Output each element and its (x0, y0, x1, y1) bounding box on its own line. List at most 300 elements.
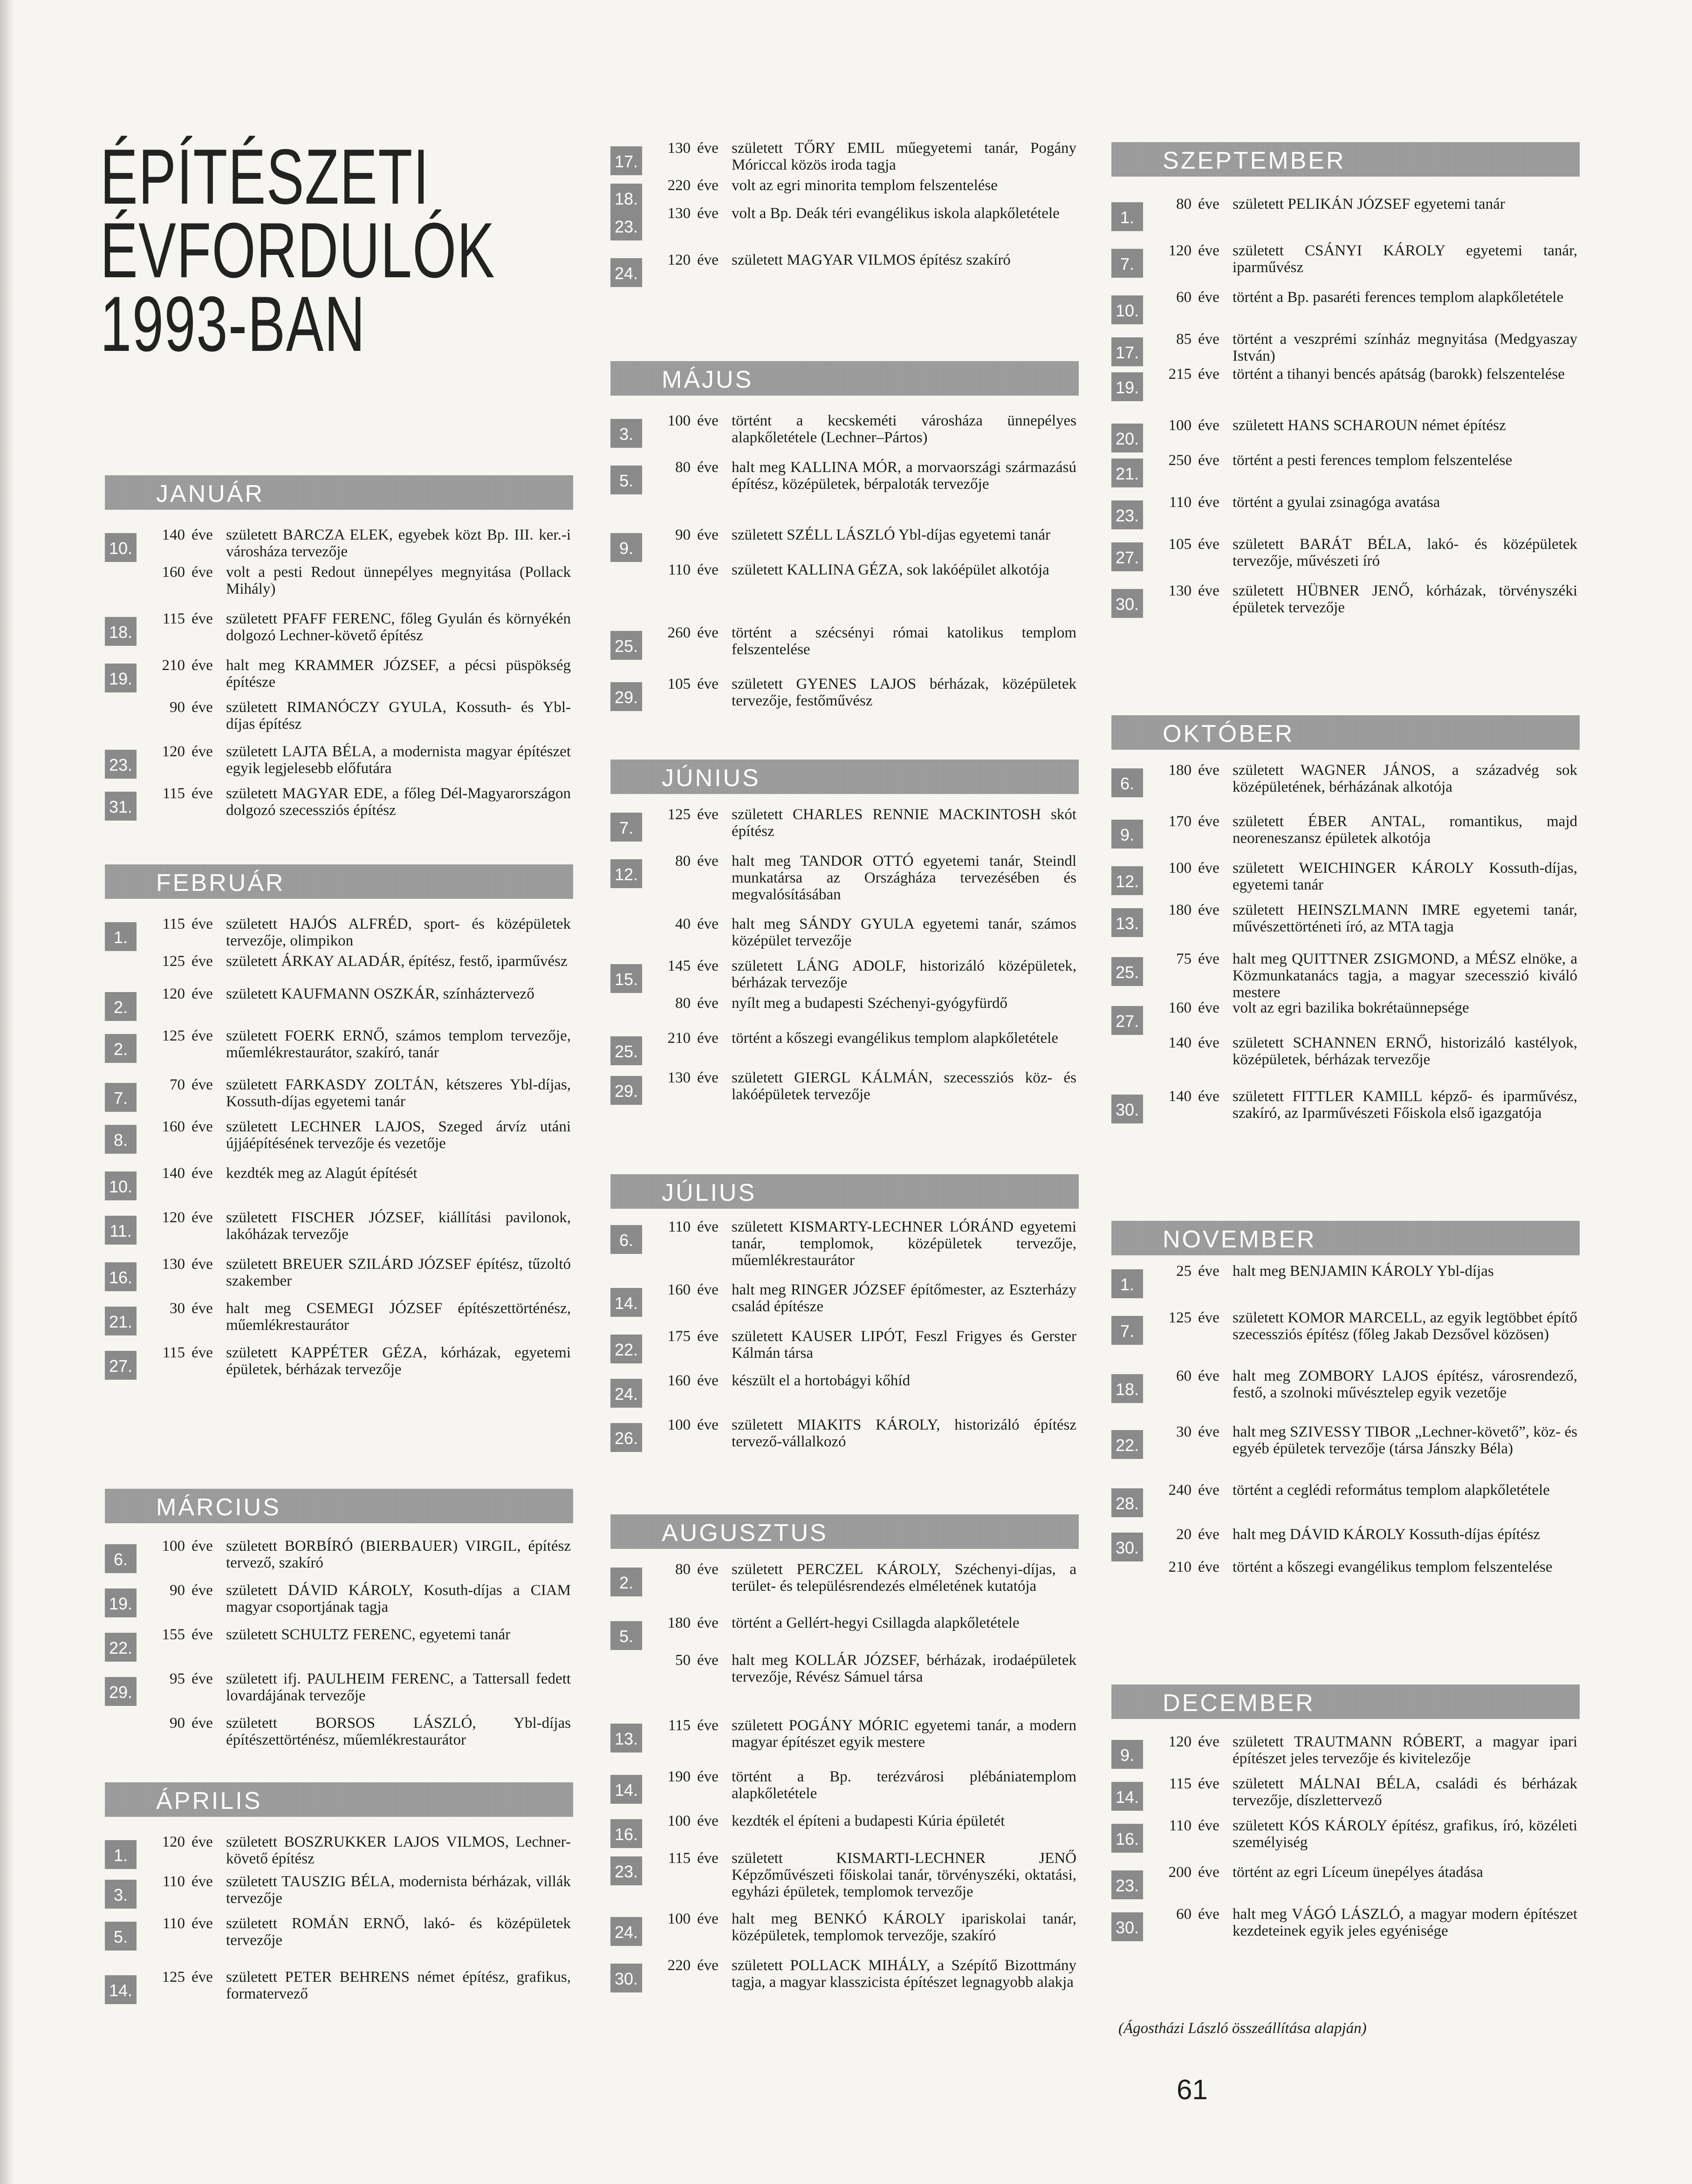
entry-text: született BOSZRUKKER LAJOS VILMOS, Lechner-követő építész (226, 1834, 571, 1867)
years-label: éve (697, 1717, 719, 1734)
day-badge: 6. (105, 1544, 137, 1573)
page-number: 61 (1177, 2074, 1208, 2105)
years-label: éve (1198, 1263, 1219, 1280)
years-label: éve (1198, 1088, 1219, 1105)
years-value: 260 (667, 624, 691, 641)
entry-text: született ÉBER ANTAL, romantikus, majd neoreneszansz épületek alkotója (1233, 813, 1577, 847)
entry-text: kezdték el építeni a budapesti Kúria épületét (732, 1813, 1005, 1829)
years-label: éve (192, 1671, 213, 1687)
years-label: éve (697, 459, 719, 476)
month-header: AUGUSZTUS (610, 1514, 1079, 1549)
title-line-2: ÉVFORDULÓK (100, 206, 495, 294)
month-section (1111, 1221, 1580, 1575)
day-badge: 14. (1111, 1782, 1143, 1811)
entry-text: történt a Gellért-hegyi Csillagda alapkőletétele (732, 1615, 1020, 1631)
entry-text: született KAPPÉTER GÉZA, kórházak, egyetemi épületek, bérházak tervezője (226, 1344, 571, 1378)
years-label: éve (697, 1417, 719, 1433)
years-label: éve (192, 1118, 213, 1135)
month-header: JANUÁR (105, 475, 573, 510)
years-value: 210 (162, 657, 185, 674)
entry-text: halt meg KOLLÁR JÓZSEF, bérházak, irodaépületek tervezője, Révész Sámuel társa (732, 1652, 1076, 1685)
entry-text: született ifj. PAULHEIM FERENC, a Tattersall fedett lovardájának tervezője (226, 1671, 571, 1704)
entry-text: történt a ceglédi református templom alapkőletétele (1233, 1482, 1550, 1499)
day-badge: 30. (1111, 1533, 1143, 1561)
years-label: éve (1198, 242, 1219, 259)
years-value: 90 (170, 1582, 185, 1599)
years-value: 80 (675, 1561, 691, 1578)
day-badge: 1. (105, 1840, 137, 1869)
years-value: 20 (1176, 1526, 1192, 1543)
years-value: 100 (1168, 860, 1192, 876)
entry-text: született PELIKÁN JÓZSEF egyetemi tanár (1233, 196, 1505, 212)
years-value: 105 (1168, 536, 1192, 553)
years-label: éve (697, 1652, 719, 1669)
entry-text: halt meg KRAMMER JÓZSEF, a pécsi püspökség építésze (226, 657, 571, 691)
years-label: éve (697, 1069, 719, 1086)
years-label: éve (697, 1813, 719, 1829)
entry-text: történt a kőszegi evangélikus templom alapkőletétele (732, 1030, 1059, 1047)
title-line-1: ÉPÍTÉSZETI (100, 133, 430, 220)
years-label: éve (192, 1834, 213, 1850)
years-label: éve (1198, 1775, 1219, 1792)
day-badge: 23. (1111, 500, 1143, 529)
month-section (610, 1174, 1079, 1450)
day-badge: 3. (105, 1880, 137, 1909)
years-value: 215 (1168, 366, 1192, 383)
day-badge: 15. (610, 964, 642, 993)
month-header: JÚNIUS (610, 760, 1079, 794)
day-badge: 19. (105, 664, 137, 692)
years-label: éve (1198, 1309, 1219, 1326)
entry-text: született GYENES LAJOS bérházak, középületek tervezője, festőművész (732, 676, 1076, 709)
entry-text: történt a szécsényi római katolikus templom felszentelése (732, 624, 1076, 658)
day-badge: 23. (610, 1856, 642, 1885)
day-badge: 5. (610, 466, 642, 494)
day-badge: 9. (610, 533, 642, 562)
years-label: éve (697, 1615, 719, 1631)
years-value: 160 (162, 564, 185, 581)
years-value: 120 (162, 743, 185, 760)
day-badge: 28. (1111, 1488, 1143, 1517)
day-badge: 5. (105, 1922, 137, 1951)
day-badge: 24. (610, 1917, 642, 1946)
day-badge: 1. (105, 922, 137, 951)
entry-text: volt a pesti Redout ünnepélyes megnyitása (Pollack Mihály) (226, 564, 571, 597)
entry-text: halt meg KALLINA MÓR, a morvaországi származású építész, középületek, bérpaloták tervezője (732, 459, 1076, 493)
years-label: éve (192, 1027, 213, 1044)
years-label: éve (1198, 366, 1219, 383)
years-value: 80 (675, 853, 691, 869)
entry-text: született FOERK ERNŐ, számos templom tervezője, műemlékrestaurátor, szakíró, tanár (226, 1027, 571, 1061)
years-label: éve (192, 1915, 213, 1932)
entry-text: volt a Bp. Deák téri evangélikus iskola alapkőletétele (732, 205, 1060, 222)
day-badge: 1. (1111, 202, 1143, 231)
years-value: 80 (675, 995, 691, 1012)
years-label: éve (697, 1910, 719, 1927)
entry-text: volt az egri minorita templom felszentelése (732, 177, 998, 194)
years-label: éve (1198, 1733, 1219, 1750)
years-label: éve (1198, 1424, 1219, 1440)
month-section (610, 361, 1079, 709)
day-badge: 27. (1111, 542, 1143, 571)
page-spine-shadow (0, 0, 14, 2184)
day-badge: 10. (105, 1171, 137, 1200)
years-value: 140 (1168, 1034, 1192, 1051)
entry-text: született BARÁT BÉLA, lakó- és középületek tervezője, művészeti író (1233, 536, 1577, 569)
day-badge: 10. (105, 533, 137, 562)
entry-text: született HANS SCHAROUN német építész (1233, 417, 1506, 434)
years-label: éve (1198, 762, 1219, 779)
years-label: éve (192, 1165, 213, 1182)
years-value: 145 (667, 958, 691, 974)
years-label: éve (1198, 902, 1219, 918)
years-label: éve (192, 1873, 213, 1890)
years-value: 100 (667, 1910, 691, 1927)
day-badge: 13. (1111, 908, 1143, 937)
month-header: JÚLIUS (610, 1174, 1079, 1209)
day-badge: 23. (610, 212, 642, 240)
years-value: 85 (1176, 331, 1192, 348)
years-value: 40 (675, 916, 691, 932)
entry-text: született KÓS KÁROLY építész, grafikus, író, közéleti személyiség (1233, 1817, 1577, 1851)
years-value: 160 (667, 1281, 691, 1298)
years-value: 60 (1176, 289, 1192, 306)
years-value: 130 (667, 140, 691, 157)
entry-text: született TŐRY EMIL műegyetemi tanár, Pogány Móriccal közös iroda tagja (732, 140, 1076, 173)
entry-text: született SZÉLL LÁSZLÓ Ybl-díjas egyetemi tanár (732, 527, 1050, 543)
years-label: éve (192, 657, 213, 674)
years-value: 90 (675, 527, 691, 543)
entry-text: született POGÁNY MÓRIC egyetemi tanár, a modern magyar építészet egyik mestere (732, 1717, 1076, 1751)
years-value: 220 (667, 177, 691, 194)
years-value: 115 (162, 1344, 185, 1361)
day-badge: 18. (610, 184, 642, 212)
years-value: 170 (1168, 813, 1192, 830)
years-label: éve (697, 527, 719, 543)
years-value: 200 (1168, 1864, 1192, 1881)
years-value: 100 (667, 1417, 691, 1433)
years-value: 30 (170, 1300, 185, 1317)
years-label: éve (697, 624, 719, 641)
day-badge: 30. (610, 1964, 642, 1992)
day-badge: 17. (1111, 337, 1143, 366)
day-badge: 25. (610, 631, 642, 660)
day-badge: 16. (1111, 1824, 1143, 1853)
years-value: 120 (162, 986, 185, 1002)
years-value: 50 (675, 1652, 691, 1669)
day-badge: 16. (610, 1819, 642, 1848)
years-value: 120 (1168, 1733, 1192, 1750)
day-badge: 8. (105, 1125, 137, 1154)
years-label: éve (1198, 452, 1219, 469)
entry-text: halt meg BENJAMIN KÁROLY Ybl-díjas (1233, 1263, 1494, 1280)
years-value: 110 (1169, 494, 1192, 511)
years-value: 160 (667, 1372, 691, 1389)
entry-text: született PETER BEHRENS német építész, grafikus, formatervező (226, 1969, 571, 2002)
day-badge: 12. (1111, 866, 1143, 895)
years-label: éve (1198, 289, 1219, 306)
month-section (610, 1514, 1079, 1991)
month-section (105, 475, 573, 819)
day-badge: 22. (1111, 1430, 1143, 1459)
years-value: 180 (1168, 902, 1192, 918)
years-value: 120 (1168, 242, 1192, 259)
day-badge: 14. (610, 1775, 642, 1804)
years-label: éve (1198, 1482, 1219, 1499)
month-header: DECEMBER (1111, 1684, 1580, 1719)
years-label: éve (697, 177, 719, 194)
entry-text: született FITTLER KAMILL képző- és iparművész, szakíró, az Iparművészeti Főiskola első igazgatója (1233, 1088, 1577, 1122)
month-header: OKTÓBER (1111, 715, 1580, 750)
entry-text: született BREUER SZILÁRD JÓZSEF építész, tűzoltó szakember (226, 1256, 571, 1289)
entry-text: született KAUSER LIPÓT, Feszl Frigyes és Gerster Kálmán társa (732, 1328, 1076, 1362)
title-line-3: 1993-BAN (100, 280, 366, 368)
years-label: éve (697, 676, 719, 692)
years-label: éve (697, 1561, 719, 1578)
years-value: 125 (162, 953, 185, 970)
years-label: éve (697, 252, 719, 268)
day-badge: 25. (610, 1036, 642, 1065)
years-label: éve (697, 1281, 719, 1298)
entry-text: született KISMARTI-LECHNER JENŐ Képzőművészeti főiskolai tanár, törvényszéki, oktatási, egyházi épületek, templomok tervezője (732, 1850, 1076, 1900)
entry-text: született SCHULTZ FERENC, egyetemi tanár (226, 1626, 511, 1643)
years-value: 115 (1169, 1775, 1192, 1792)
entry-text: halt meg ZOMBORY LAJOS építész, városrendező, festő, a szolnoki művésztelep egyik vezetője (1233, 1368, 1577, 1401)
entry-text: született BARCZA ELEK, egyebek közt Bp. III. ker.-i városháza tervezője (226, 527, 571, 560)
entry-text: született MIAKITS KÁROLY, historizáló építész tervező-vállalkozó (732, 1417, 1076, 1450)
day-badge: 20. (1111, 424, 1143, 452)
years-label: éve (192, 953, 213, 970)
day-badge: 31. (105, 792, 137, 821)
years-label: éve (1198, 1526, 1219, 1543)
day-badge: 26. (610, 1423, 642, 1452)
years-value: 130 (667, 1069, 691, 1086)
years-label: éve (697, 1768, 719, 1785)
years-value: 125 (1168, 1309, 1192, 1326)
entry-text: született MAGYAR VILMOS építész szakíró (732, 252, 1011, 268)
years-value: 100 (667, 412, 691, 429)
years-label: éve (1198, 1559, 1219, 1575)
day-badge: 18. (1111, 1374, 1143, 1403)
years-value: 115 (668, 1850, 691, 1867)
month-header: NOVEMBER (1111, 1221, 1580, 1255)
years-value: 115 (162, 610, 185, 627)
day-badge: 2. (105, 1034, 137, 1063)
entry-text: született MÁLNAI BÉLA, családi és bérházak tervezője, díszlettervező (1233, 1775, 1577, 1809)
entry-text: halt meg BENKÓ KÁROLY ipariskolai tanár, középületek, templomok tervezője, szakíró (732, 1910, 1076, 1944)
day-badge: 13. (610, 1724, 642, 1753)
entry-text: született GIERGL KÁLMÁN, szecessziós köz- és lakóépületek tervezője (732, 1069, 1076, 1103)
years-label: éve (1198, 813, 1219, 830)
years-value: 80 (675, 459, 691, 476)
years-value: 115 (162, 785, 185, 802)
years-value: 240 (1168, 1482, 1192, 1499)
years-value: 130 (667, 205, 691, 222)
day-badge: 7. (610, 813, 642, 842)
day-badge: 2. (610, 1568, 642, 1596)
years-value: 130 (1168, 582, 1192, 599)
years-value: 120 (667, 252, 691, 268)
years-label: éve (1198, 1864, 1219, 1881)
day-badge: 29. (105, 1677, 137, 1706)
entry-text: született CHARLES RENNIE MACKINTOSH skót építész (732, 806, 1076, 840)
years-label: éve (192, 1538, 213, 1554)
day-badge: 9. (1111, 820, 1143, 849)
entry-text: történt a pesti ferences templom felszentelése (1233, 452, 1513, 469)
day-badge: 12. (610, 859, 642, 888)
years-value: 60 (1176, 1906, 1192, 1923)
years-value: 90 (170, 699, 185, 716)
years-label: éve (697, 561, 719, 578)
years-label: éve (697, 140, 719, 157)
years-value: 155 (162, 1626, 185, 1643)
day-badge: 30. (1111, 1095, 1143, 1123)
years-label: éve (192, 1582, 213, 1599)
entry-text: született POLLACK MIHÁLY, a Szépítő Bizottmány tagja, a magyar klasszicista építészet legnagyobb alakja (732, 1957, 1076, 1991)
years-value: 125 (162, 1027, 185, 1044)
years-value: 140 (162, 527, 185, 543)
years-label: éve (1198, 1906, 1219, 1923)
entry-text: halt meg CSEMEGI JÓZSEF építészettörténész, műemlékrestaurátor (226, 1300, 571, 1334)
entry-text: történt a kecskeméti városháza ünnepélyes alapkőletétele (Lechner–Pártos) (732, 412, 1076, 446)
entry-text: halt meg VÁGÓ LÁSZLÓ, a magyar modern építészet kezdeteinek egyik jeles egyénisége (1233, 1906, 1577, 1939)
day-badge: 29. (610, 1076, 642, 1105)
years-label: éve (192, 1300, 213, 1317)
years-label: éve (1198, 1000, 1219, 1016)
years-label: éve (192, 1209, 213, 1226)
entry-text: született FISCHER JÓZSEF, kiállítási pavilonok, lakóházak tervezője (226, 1209, 571, 1243)
day-badge: 7. (105, 1083, 137, 1112)
day-badge: 6. (1111, 768, 1143, 797)
entry-text: történt a Bp. terézvárosi plébániatemplom alapkőletétele (732, 1768, 1076, 1802)
years-label: éve (697, 958, 719, 974)
years-label: éve (697, 1372, 719, 1389)
years-label: éve (1198, 860, 1219, 876)
entry-text: született WAGNER JÁNOS, a századvég sok középületének, bérházának alkotója (1233, 762, 1577, 795)
years-value: 125 (667, 806, 691, 823)
day-badge: 18. (105, 617, 137, 646)
month-header: SZEPTEMBER (1111, 142, 1580, 177)
years-value: 100 (162, 1538, 185, 1554)
years-value: 105 (667, 676, 691, 692)
years-label: éve (1198, 582, 1219, 599)
day-badge: 29. (610, 682, 642, 711)
years-value: 175 (667, 1328, 691, 1345)
entry-text: történt a kőszegi evangélikus templom felszentelése (1233, 1559, 1553, 1575)
entry-text: halt meg DÁVID KÁROLY Kossuth-díjas építész (1233, 1526, 1540, 1543)
years-label: éve (1198, 494, 1219, 511)
years-value: 80 (1176, 196, 1192, 212)
years-label: éve (697, 1030, 719, 1047)
day-badge: 7. (1111, 1316, 1143, 1345)
years-label: éve (697, 1328, 719, 1345)
years-value: 140 (162, 1165, 185, 1182)
entry-text: született BORSOS LÁSZLÓ, Ybl-díjas építészettörténész, műemlékrestaurátor (226, 1715, 571, 1748)
years-value: 210 (1168, 1559, 1192, 1575)
years-value: 220 (667, 1957, 691, 1974)
day-badge: 7. (1111, 249, 1143, 278)
day-badge: 9. (1111, 1740, 1143, 1769)
years-label: éve (192, 986, 213, 1002)
month-section (105, 1782, 573, 2002)
years-value: 25 (1176, 1263, 1192, 1280)
years-value: 180 (667, 1615, 691, 1631)
years-label: éve (1198, 196, 1219, 212)
day-badge: 2. (105, 992, 137, 1021)
years-value: 180 (1168, 762, 1192, 779)
entry-text: történt az egri Líceum ünepélyes átadása (1233, 1864, 1483, 1881)
years-label: éve (697, 1219, 719, 1235)
day-badge: 21. (105, 1307, 137, 1335)
day-badge: 23. (1111, 1870, 1143, 1899)
years-value: 160 (162, 1118, 185, 1135)
page-title (100, 133, 495, 368)
day-badge: 5. (610, 1621, 642, 1650)
years-label: éve (192, 1256, 213, 1273)
entry-text: született ROMÁN ERNŐ, lakó- és középületek tervezője (226, 1915, 571, 1949)
day-badge: 19. (1111, 372, 1143, 401)
years-label: éve (192, 564, 213, 581)
day-badge: 10. (1111, 295, 1143, 324)
years-label: éve (697, 995, 719, 1012)
years-label: éve (1198, 1817, 1219, 1834)
day-badge: 23. (105, 750, 137, 779)
month-header: FEBRUÁR (105, 864, 573, 899)
day-badge: 24. (610, 258, 642, 287)
entry-text: készült el a hortobágyi kőhíd (732, 1372, 911, 1389)
entry-text: történt a veszprémi színház megnyitása (Medgyaszay István) (1233, 331, 1577, 364)
entry-text: halt meg QUITTNER ZSIGMOND, a MÉSZ elnöke, a Közmunkatanács tagja, a magyar szecesszió kiváló mestere (1233, 951, 1577, 1001)
entry-text: született KALLINA GÉZA, sok lakóépület alkotója (732, 561, 1049, 578)
years-label: éve (1198, 1368, 1219, 1384)
years-label: éve (192, 1715, 213, 1732)
years-label: éve (192, 1076, 213, 1093)
entry-text: történt a tihanyi bencés apátság (barokk) felszentelése (1233, 366, 1565, 383)
entry-text: született CSÁNYI KÁROLY egyetemi tanár, iparművész (1233, 242, 1577, 276)
day-badge: 22. (610, 1335, 642, 1363)
entry-text: született LECHNER LAJOS, Szeged árvíz utáni újjáépítésének tervezője és vezetője (226, 1118, 571, 1152)
entry-text: született PERCZEL KÁROLY, Széchenyi-díjas, a terület- és településrendezés elméletének kutatója (732, 1561, 1076, 1595)
entry-text: született TRAUTMANN RÓBERT, a magyar ipari építészet jeles tervezője és kivitelezője (1233, 1733, 1577, 1767)
entry-text: halt meg SÁNDY GYULA egyetemi tanár, számos középület tervezője (732, 916, 1076, 949)
day-badge: 30. (1111, 1912, 1143, 1941)
day-badge: 1. (1111, 1269, 1143, 1298)
years-label: éve (697, 205, 719, 222)
years-value: 100 (667, 1813, 691, 1829)
day-badge: 27. (1111, 1006, 1143, 1035)
day-badge: 17. (610, 146, 642, 175)
entry-text: született PFAFF FERENC, főleg Gyulán és környékén dolgozó Lechner-követő építész (226, 610, 571, 644)
entry-text: született KISMARTY-LECHNER LÓRÁND egyetemi tanár, templomok, középületek tervezője, műemlékrestaurátor (732, 1219, 1076, 1269)
years-value: 110 (668, 1219, 691, 1235)
years-value: 130 (162, 1256, 185, 1273)
entry-text: született DÁVID KÁROLY, Kosuth-díjas a CIAM magyar csoportjának tagja (226, 1582, 571, 1616)
years-value: 110 (162, 1915, 185, 1932)
years-value: 125 (162, 1969, 185, 1985)
month-section (610, 760, 1079, 1103)
entry-text: volt az egri bazilika bokrétaünnepsége (1233, 1000, 1469, 1016)
years-label: éve (697, 916, 719, 932)
entry-text: született ÁRKAY ALADÁR, építész, festő, iparművész (226, 953, 568, 970)
years-value: 120 (162, 1209, 185, 1226)
day-badge: 6. (610, 1225, 642, 1254)
day-badge: 11. (105, 1216, 137, 1245)
years-label: éve (1198, 331, 1219, 348)
source-note: (Ágostházi László összeállítása alapján) (1118, 2020, 1367, 2037)
day-badge: 25. (1111, 957, 1143, 986)
entry-text: született HAJÓS ALFRÉD, sport- és középületek tervezője, olimpikon (226, 916, 571, 949)
month-header: MÁJUS (610, 361, 1079, 396)
